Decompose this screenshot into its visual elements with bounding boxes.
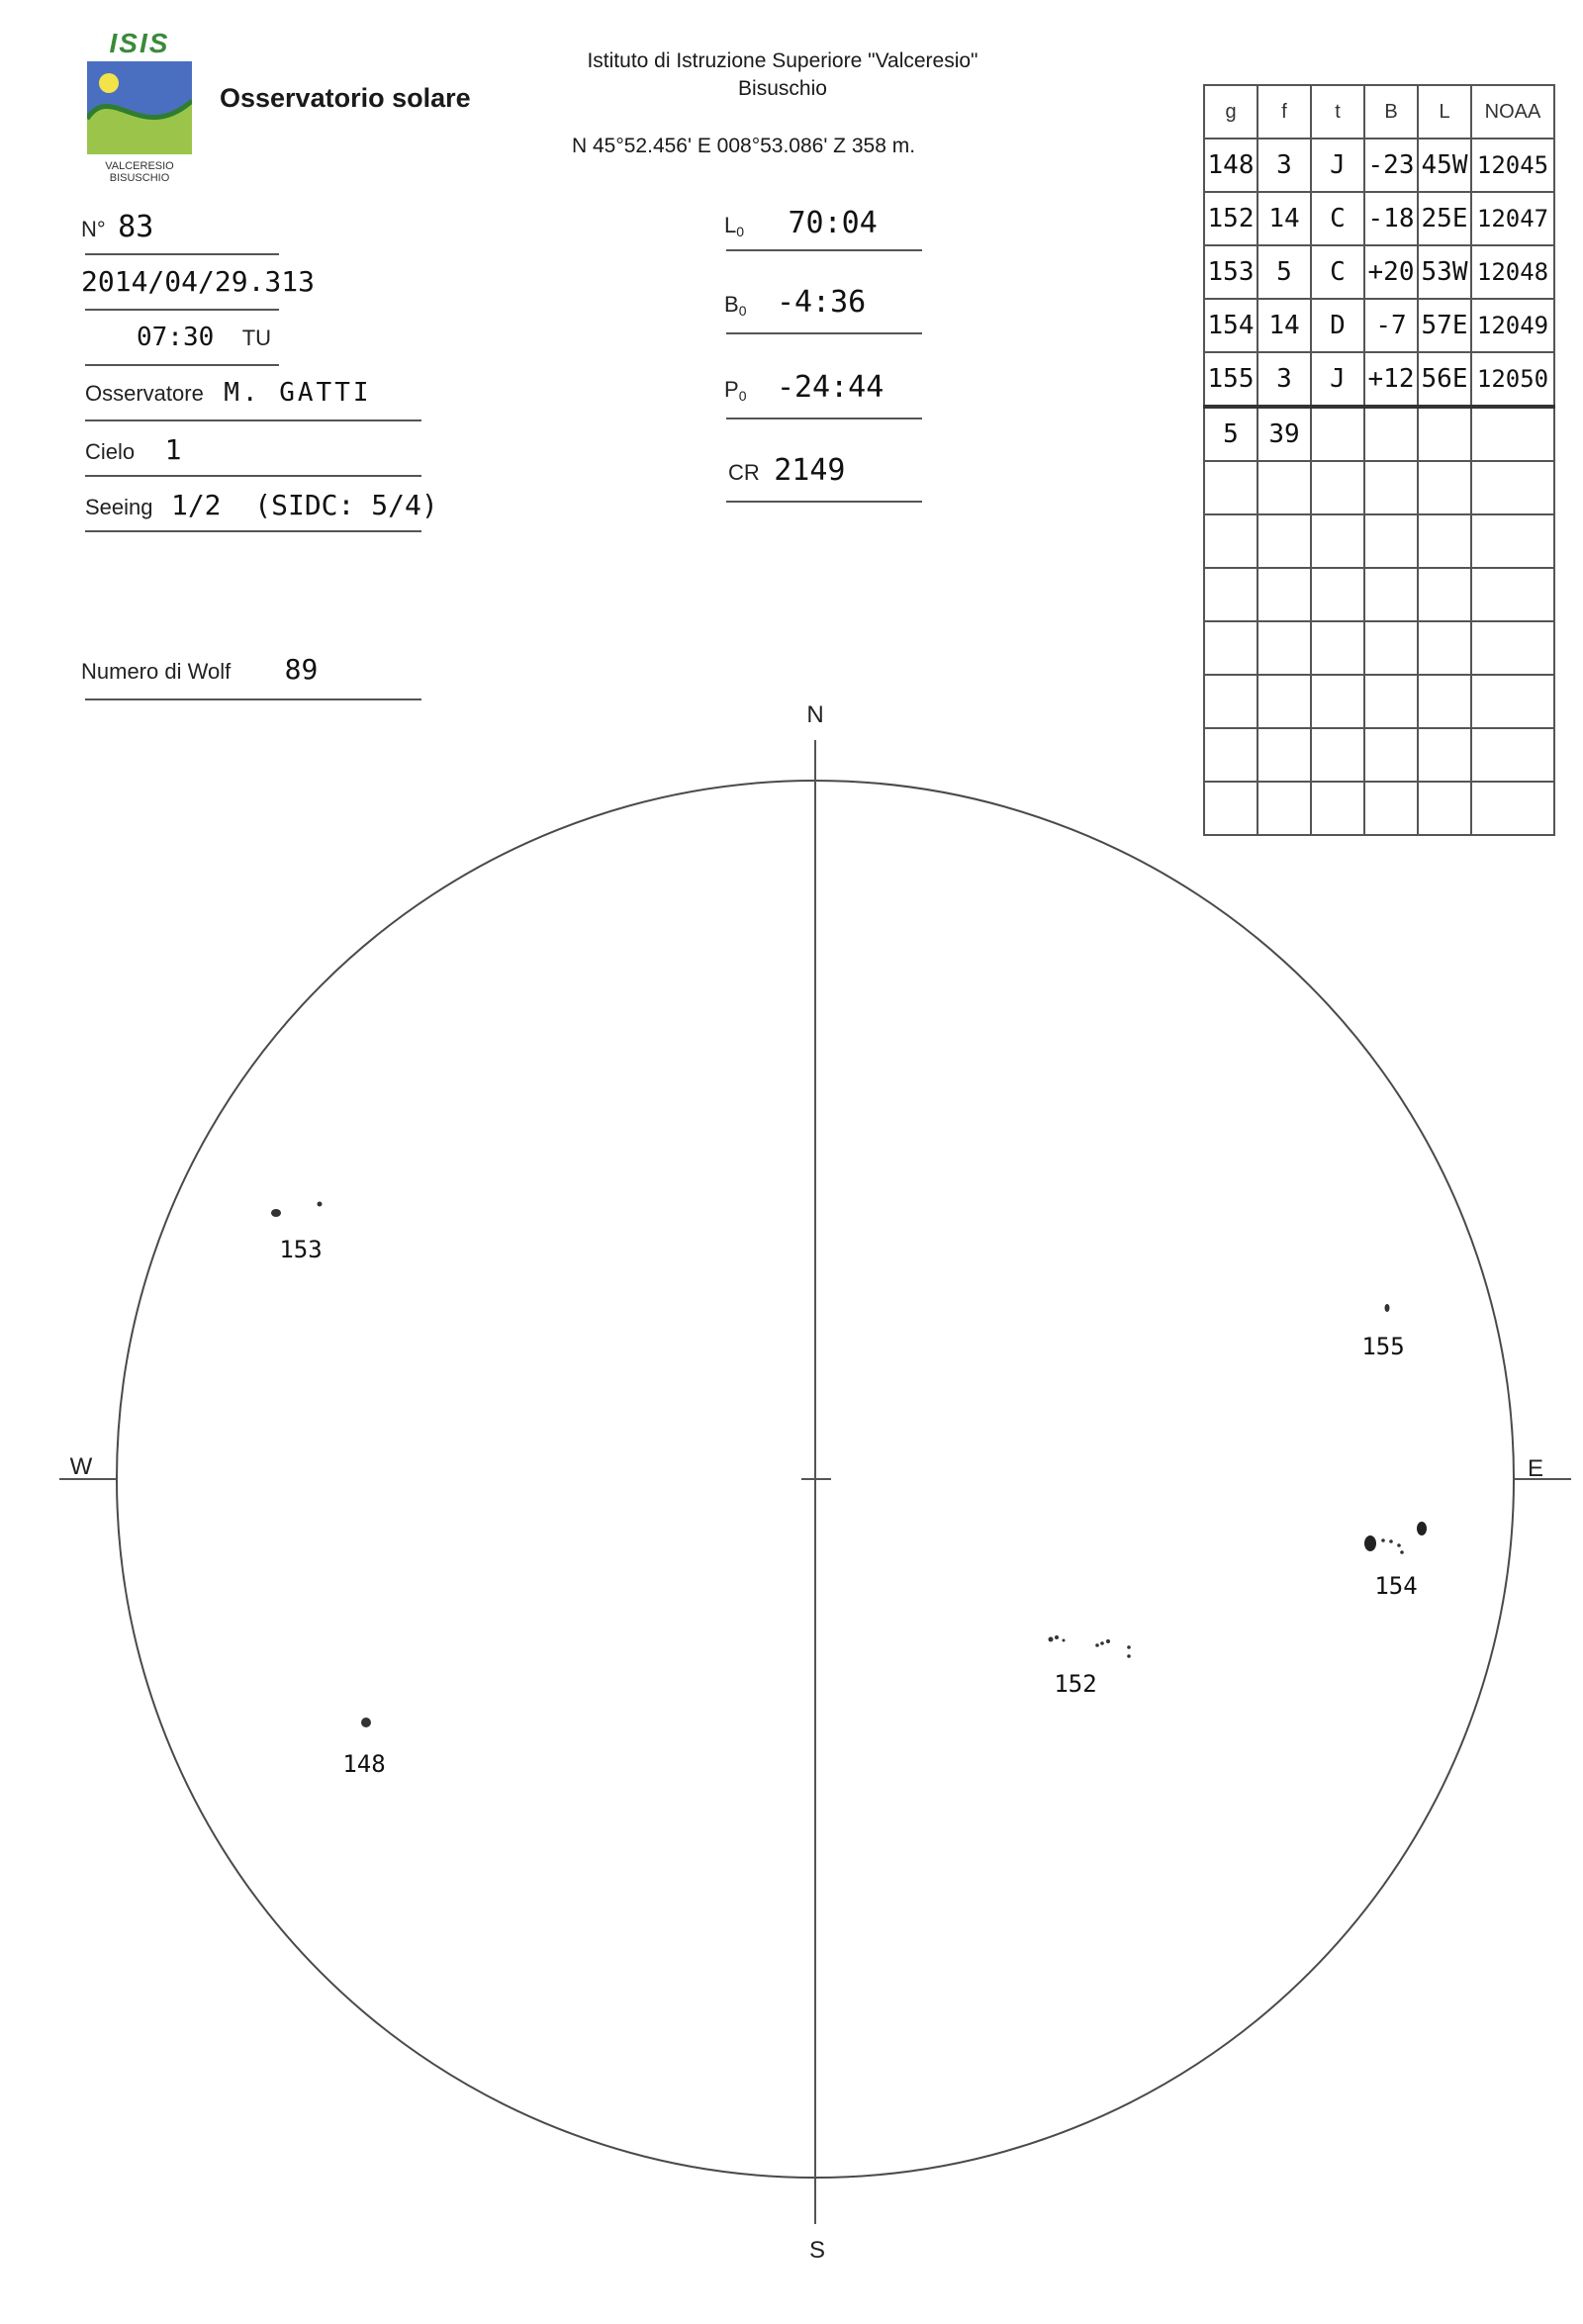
total-g: 5 [1204,407,1257,461]
cell-noaa: 12047 [1471,192,1554,245]
cr-label: CR [728,460,760,485]
p0-sub: 0 [738,388,747,405]
sunspot [1381,1538,1385,1542]
cell-l: 57E [1418,299,1471,352]
sunspot [1095,1643,1099,1647]
sky-value: 1 [164,433,182,466]
group-label-155: 155 [1361,1333,1405,1360]
wolf-label: Numero di Wolf [81,659,232,684]
sunspot [318,1202,323,1207]
cell-l: 45W [1418,139,1471,192]
cell-l: 53W [1418,245,1471,299]
cell-t: D [1311,299,1364,352]
l0-label: L [724,213,737,237]
sunspot-group-148 [342,1718,385,1778]
sky-label: Cielo [85,439,136,464]
sunspot [1385,1304,1390,1312]
b0-label: B [724,292,739,317]
group-label-152: 152 [1054,1670,1097,1698]
group-label-153: 153 [279,1236,323,1263]
col-header-f: f [1257,85,1311,139]
sunspot [1397,1543,1401,1547]
observatory-coords: N 45°52.456' E 008°53.086' Z 358 m. [572,135,916,157]
group-label-154: 154 [1374,1572,1418,1600]
col-header-t: t [1311,85,1364,139]
logo-word: ISIS [109,28,170,58]
seeing-label: Seeing [85,495,153,519]
col-header-l: L [1418,85,1471,139]
cell-b: -18 [1364,192,1418,245]
sunspot [1417,1522,1427,1535]
record-number-value: 83 [118,210,154,244]
institute-town: Bisuschio [738,77,827,100]
north-label: N [806,701,824,728]
south-label: S [808,2237,826,2264]
col-header-g: g [1204,85,1257,139]
cell-g: 154 [1204,299,1257,352]
cell-g: 153 [1204,245,1257,299]
cell-f: 14 [1257,192,1311,245]
cell-g: 148 [1204,139,1257,192]
record-date-value: 2014/04/29.313 [81,265,316,298]
sunspot [1364,1535,1376,1551]
cell-f: 5 [1257,245,1311,299]
p0-label: P [724,377,739,402]
cell-b: +20 [1364,245,1418,299]
observer-value: M. GATTI [224,378,372,408]
l0-sub: 0 [736,224,745,240]
cell-g: 152 [1204,192,1257,245]
sunspot [1106,1639,1110,1643]
record-time-unit: TU [241,325,272,350]
cell-noaa: 12049 [1471,299,1554,352]
b0-sub: 0 [738,303,747,320]
l0-value: 70:04 [788,206,878,240]
record-number-label: N° [81,217,106,241]
sunspot [361,1718,371,1727]
cr-value: 2149 [774,453,846,488]
p0-value: -24:44 [776,370,885,405]
west-label: W [69,1453,93,1480]
observer-label: Osservatore [85,381,204,406]
sunspot [271,1209,281,1217]
col-header-noaa: NOAA [1471,85,1554,139]
sunspot-group-154 [1364,1522,1427,1600]
cell-noaa: 12048 [1471,245,1554,299]
cell-f: 14 [1257,299,1311,352]
cell-t: J [1311,352,1364,407]
cell-f: 3 [1257,139,1311,192]
sunspot [1049,1637,1054,1642]
logo-caption-line2: BISUSCHIO [109,172,170,184]
sunspot [1127,1645,1131,1649]
sunspot-group-152 [1049,1635,1131,1698]
record-time-value: 07:30 [137,323,215,352]
seeing-value: 1/2 (SIDC: 5/4) [170,489,438,521]
sunspot [1127,1654,1131,1658]
b0-value: -4:36 [776,285,867,320]
cell-l: 25E [1418,192,1471,245]
sunspot [1063,1639,1066,1642]
sunspot [1400,1550,1404,1554]
cell-b: -23 [1364,139,1418,192]
cell-f: 3 [1257,352,1311,407]
sunspot-group-153 [271,1202,323,1264]
sunspot-group-155 [1361,1304,1404,1360]
col-header-b: B [1364,85,1418,139]
cell-g: 155 [1204,352,1257,407]
cell-b: +12 [1364,352,1418,407]
sunspot [1055,1635,1059,1639]
group-label-148: 148 [342,1750,386,1778]
cell-l: 56E [1418,352,1471,407]
institute-name: Istituto di Istruzione Superiore "Valceresio" [587,49,978,72]
cell-noaa: 12045 [1471,139,1554,192]
cell-t: C [1311,245,1364,299]
sunspot [1389,1539,1393,1543]
logo-caption-line1: VALCERESIO [105,160,174,172]
cell-b: -7 [1364,299,1418,352]
cell-t: J [1311,139,1364,192]
total-f: 39 [1257,407,1311,461]
sunspot [1100,1641,1104,1645]
east-label: E [1527,1455,1544,1482]
wolf-value: 89 [284,653,319,686]
observatory-title: Osservatorio solare [220,83,471,113]
cell-noaa: 12050 [1471,352,1554,407]
cell-t: C [1311,192,1364,245]
